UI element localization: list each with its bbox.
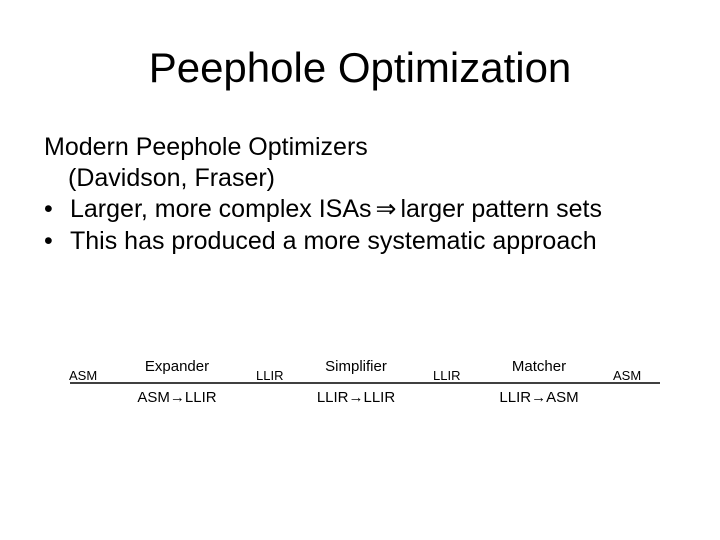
stage-matcher-mapping: LLIR→ASM	[499, 389, 579, 406]
bullet-item-1	[44, 194, 602, 226]
intermediate-label-2: LLIR	[433, 368, 461, 383]
bullet-1-text-start: Larger, more complex ISAs	[70, 195, 372, 223]
input-label: ASM	[69, 368, 98, 383]
pipeline-diagram	[0, 340, 720, 420]
pipeline-connector-lines	[0, 340, 720, 420]
output-label: ASM	[613, 368, 642, 383]
bullet-2-text: This has produced a more systematic approach	[70, 227, 597, 255]
stage-expander-name: Expander	[144, 358, 210, 375]
slide-body	[44, 132, 602, 258]
stage-simplifier-mapping: LLIR→LLIR	[316, 389, 396, 406]
stage-expander-mapping: ASM→LLIR	[137, 389, 217, 406]
heading-text: Modern Peephole Optimizers	[44, 133, 368, 161]
bullet-item-2	[44, 226, 602, 258]
bullet-1-text-end: larger pattern sets	[400, 195, 602, 223]
slide-title: Peephole Optimization	[148, 44, 572, 91]
implies-arrow-icon: ⇒	[375, 195, 397, 223]
stage-matcher-name: Matcher	[511, 358, 567, 375]
subheading-text: (Davidson, Fraser)	[68, 164, 275, 192]
bullet-icon: •	[44, 195, 53, 223]
bullet-icon: •	[44, 227, 53, 255]
intermediate-label-1: LLIR	[256, 368, 284, 383]
stage-simplifier-name: Simplifier	[325, 358, 387, 375]
